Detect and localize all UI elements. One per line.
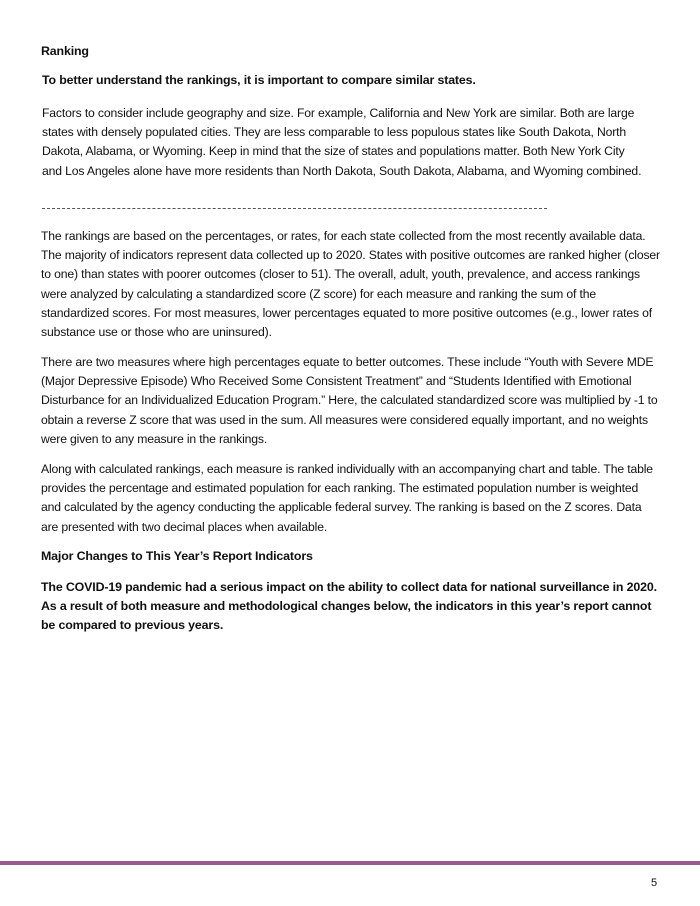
subheading-major-changes: Major Changes to This Year’s Report Indicators bbox=[41, 549, 313, 563]
paragraph-individual-rankings: Along with calculated rankings, each measure is ranked individually with an accompanying chart and table. The table provides the percentage and estimated population for each ranking. The estimated population number is weighted and calculated by the agency conducting the applicable federal survey. The ranking is based on the Z scores. Data are presented with two decimal places when available. bbox=[41, 462, 653, 534]
page-number: 5 bbox=[651, 877, 658, 889]
paragraph-rankings-basis: The rankings are based on the percentages, or rates, for each state collected from the most recently available data. The majority of indicators represent data collected up to 2020. States with positive outcomes are ranked higher (closer to one) than states with poorer outcomes (closer to 51). The overall, adult, youth, prevalence, and access rankings were analyzed by calculating a standardized score (Z score) for each measure and ranking the sum of the standardized scores. For most measures, lower percentages equated to more positive outcomes (e.g., lower rates of substance use or those who are uninsured). bbox=[41, 229, 660, 340]
footer-divider bbox=[0, 861, 700, 865]
lead-statement: To better understand the rankings, it is important to compare similar states. bbox=[42, 73, 476, 87]
paragraph-factors: Factors to consider include geography and size. For example, California and New York are similar. Both are large states with densely populated cities. They are less comparable to less populous states like South Dakota, North Dakota, Alabama, or Wyoming. Keep in mind that the size of states and populations matter. Both New York City and Los Angeles alone have more residents than North Dakota, South Dakota, Alabama, and Wyoming combined. bbox=[42, 106, 642, 178]
section-heading: Ranking bbox=[41, 44, 89, 58]
dashed-divider bbox=[42, 208, 547, 209]
paragraph-two-measures: There are two measures where high percentages equate to better outcomes. These include “Youth with Severe MDE (Major Depressive Episode) Who Received Some Consistent Treatment” and “Students Identified with Emotional Disturbance for an Individualized Education Program.” Here, the calculated standardized score was multiplied by -1 to obtain a reverse Z score that was used in the sum. All measures were considered equally important, and no weights were given to any measure in the rankings. bbox=[41, 355, 658, 446]
covid-statement: The COVID-19 pandemic had a serious impact on the ability to collect data for national surveillance in 2020. As a result of both measure and methodological changes below, the indicators in this year’s report cannot be compared to previous years. bbox=[41, 580, 657, 633]
